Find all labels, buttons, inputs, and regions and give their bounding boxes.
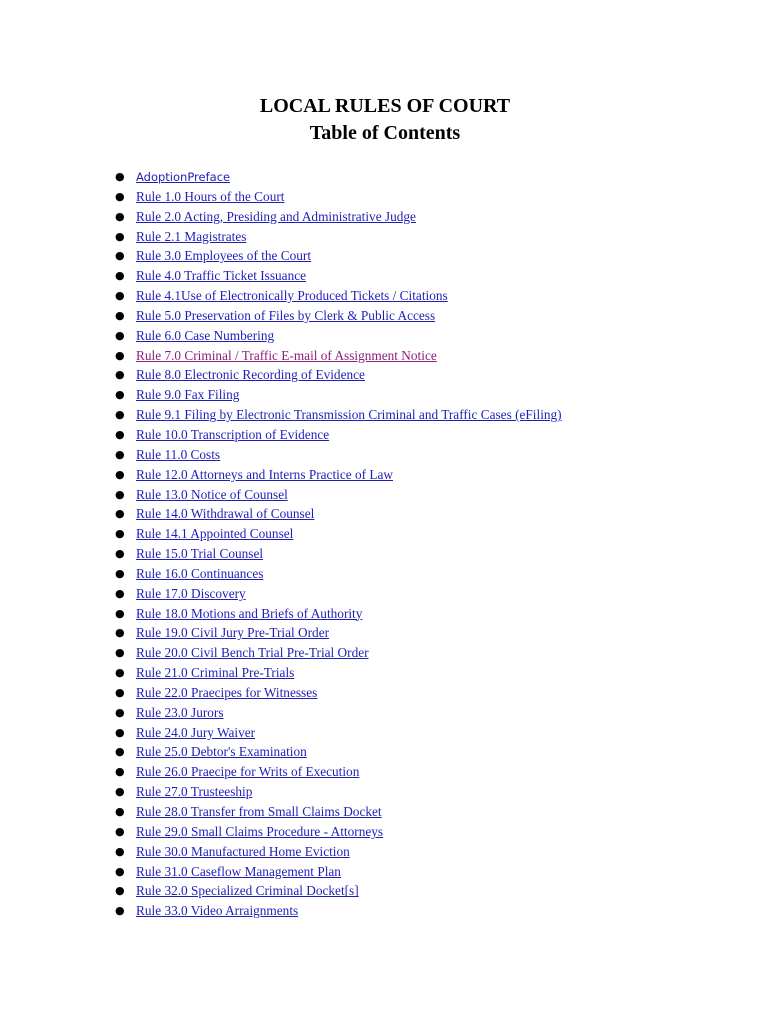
list-item: [0, 445, 562, 465]
toc-link[interactable]: Rule 4.1Use of Electronically Produced Tickets / Citations: [136, 288, 448, 304]
toc-link[interactable]: Rule 19.0 Civil Jury Pre-Trial Order: [136, 625, 330, 641]
toc-link[interactable]: Rule 6.0 Case Numbering: [136, 327, 275, 343]
toc-link[interactable]: Rule 18.0 Motions and Briefs of Authority: [136, 605, 363, 621]
bullet-icon: ●: [115, 566, 125, 580]
bullet-icon: ●: [115, 626, 125, 640]
list-item: [0, 524, 562, 544]
toc-link[interactable]: Rule 16.0 Continuances: [136, 565, 264, 581]
list-item: [0, 782, 562, 802]
toc-link[interactable]: Rule 20.0 Civil Bench Trial Pre-Trial Order: [136, 645, 369, 661]
toc-link[interactable]: Rule 3.0 Employees of the Court: [136, 248, 312, 264]
toc-link[interactable]: Rule 30.0 Manufactured Home Eviction: [136, 843, 350, 859]
bullet-icon: ●: [115, 427, 125, 441]
toc-link[interactable]: Rule 26.0 Praecipe for Writs of Execution: [136, 764, 360, 780]
list-item: [0, 425, 562, 445]
list-item: [0, 187, 562, 207]
toc-link[interactable]: Rule 9.1 Filing by Electronic Transmission Criminal and Traffic Cases (eFiling): [136, 407, 562, 423]
toc-link[interactable]: Rule 14.1 Appointed Counsel: [136, 526, 294, 542]
list-item: [0, 723, 562, 743]
toc-link[interactable]: Rule 2.0 Acting, Presiding and Administrative Judge: [136, 208, 416, 224]
list-item: [0, 901, 562, 921]
list-item: [0, 762, 562, 782]
bullet-icon: ●: [115, 824, 125, 838]
bullet-icon: ●: [115, 745, 125, 759]
toc-link[interactable]: Rule 29.0 Small Claims Procedure - Attorneys: [136, 823, 384, 839]
toc-link[interactable]: Rule 9.0 Fax Filing: [136, 387, 240, 403]
list-item: [0, 207, 562, 227]
bullet-icon: ●: [115, 447, 125, 461]
list-item: [0, 405, 562, 425]
list-item: [0, 286, 562, 306]
list-item: [0, 246, 562, 266]
bullet-icon: ●: [115, 209, 125, 223]
bullet-icon: ●: [115, 249, 125, 263]
list-item: [0, 465, 562, 485]
list-item: [0, 643, 562, 663]
list-item: [0, 703, 562, 723]
toc-link[interactable]: Rule 28.0 Transfer from Small Claims Docket: [136, 804, 382, 819]
toc-link[interactable]: AdoptionPreface: [136, 170, 231, 184]
toc-link[interactable]: Rule 10.0 Transcription of Evidence: [136, 426, 330, 442]
bullet-icon: ●: [115, 229, 125, 243]
list-item: [0, 227, 562, 247]
toc-link[interactable]: Rule 32.0 Specialized Criminal Docket[s]: [136, 883, 359, 899]
toc-link[interactable]: Rule 5.0 Preservation of Files by Clerk & Public Access: [136, 307, 436, 323]
toc-link[interactable]: Rule 11.0 Costs: [136, 446, 221, 462]
bullet-icon: ●: [115, 308, 125, 322]
toc-link[interactable]: Rule 2.1 Magistrates: [136, 228, 247, 244]
bullet-icon: ●: [115, 408, 125, 422]
list-item: [0, 306, 562, 326]
toc-link[interactable]: Rule 1.0 Hours of the Court: [136, 188, 285, 204]
bullet-icon: ●: [115, 904, 125, 918]
toc-link[interactable]: Rule 13.0 Notice of Counsel: [136, 486, 288, 502]
bullet-icon: ●: [115, 348, 125, 362]
toc-link[interactable]: Rule 8.0 Electronic Recording of Evidence: [136, 367, 365, 383]
toc-link[interactable]: Rule 22.0 Praecipes for Witnesses: [136, 684, 318, 700]
bullet-icon: ●: [115, 725, 125, 739]
toc-link[interactable]: Rule 15.0 Trial Counsel: [136, 546, 264, 562]
bullet-icon: ●: [115, 170, 125, 183]
bullet-icon: ●: [115, 547, 125, 561]
bullet-icon: ●: [115, 527, 125, 541]
list-item: [0, 802, 562, 822]
list-item: [0, 385, 562, 405]
bullet-icon: ●: [115, 388, 125, 402]
list-item: [0, 365, 562, 385]
page-subtitle: Table of Contents: [309, 122, 461, 144]
bullet-icon: ●: [115, 289, 125, 303]
list-item: [0, 742, 562, 762]
bullet-icon: ●: [115, 328, 125, 342]
list-item: [0, 346, 562, 366]
table-of-contents: [0, 167, 562, 921]
toc-link[interactable]: Rule 24.0 Jury Waiver: [136, 724, 256, 740]
bullet-icon: ●: [115, 864, 125, 878]
list-item: [0, 485, 562, 505]
bullet-icon: ●: [115, 606, 125, 620]
list-item: [0, 881, 562, 901]
bullet-icon: ●: [115, 685, 125, 699]
bullet-icon: ●: [115, 666, 125, 680]
list-item: [0, 167, 562, 187]
toc-link[interactable]: Rule 12.0 Attorneys and Interns Practice of Law: [136, 466, 394, 482]
bullet-icon: ●: [115, 785, 125, 799]
page-title: LOCAL RULES OF COURT: [259, 95, 511, 117]
bullet-icon: ●: [115, 884, 125, 898]
list-item: [0, 564, 562, 584]
bullet-icon: ●: [115, 705, 125, 719]
toc-link[interactable]: Rule 31.0 Caseflow Management Plan: [136, 863, 341, 879]
list-item: [0, 266, 562, 286]
toc-link[interactable]: Rule 7.0 Criminal / Traffic E-mail of Assignment Notice: [136, 347, 437, 363]
bullet-icon: ●: [115, 646, 125, 660]
bullet-icon: ●: [115, 467, 125, 481]
bullet-icon: ●: [115, 507, 125, 521]
toc-link[interactable]: Rule 21.0 Criminal Pre-Trials: [136, 665, 295, 681]
bullet-icon: ●: [115, 269, 125, 283]
list-item: [0, 862, 562, 882]
list-item: [0, 842, 562, 862]
list-item: [0, 663, 562, 683]
list-item: [0, 822, 562, 842]
list-item: [0, 604, 562, 624]
toc-link[interactable]: Rule 17.0 Discovery: [136, 585, 246, 601]
list-item: [0, 326, 562, 346]
bullet-icon: ●: [115, 368, 125, 382]
list-item: [0, 504, 562, 524]
toc-link[interactable]: Rule 23.0 Jurors: [136, 704, 224, 720]
list-item: [0, 623, 562, 643]
toc-link[interactable]: Rule 33.0 Video Arraignments: [136, 903, 299, 919]
toc-link[interactable]: Rule 14.0 Withdrawal of Counsel: [136, 506, 315, 522]
toc-link[interactable]: Rule 4.0 Traffic Ticket Issuance: [136, 268, 307, 284]
bullet-icon: ●: [115, 805, 125, 818]
list-item: [0, 683, 562, 703]
bullet-icon: ●: [115, 586, 125, 600]
bullet-icon: ●: [115, 487, 125, 501]
toc-link[interactable]: Rule 27.0 Trusteeship: [136, 784, 253, 800]
bullet-icon: ●: [115, 189, 125, 203]
toc-link[interactable]: Rule 25.0 Debtor's Examination: [136, 744, 307, 760]
bullet-icon: ●: [115, 844, 125, 858]
bullet-icon: ●: [115, 765, 125, 779]
list-item: [0, 544, 562, 564]
list-item: [0, 584, 562, 604]
